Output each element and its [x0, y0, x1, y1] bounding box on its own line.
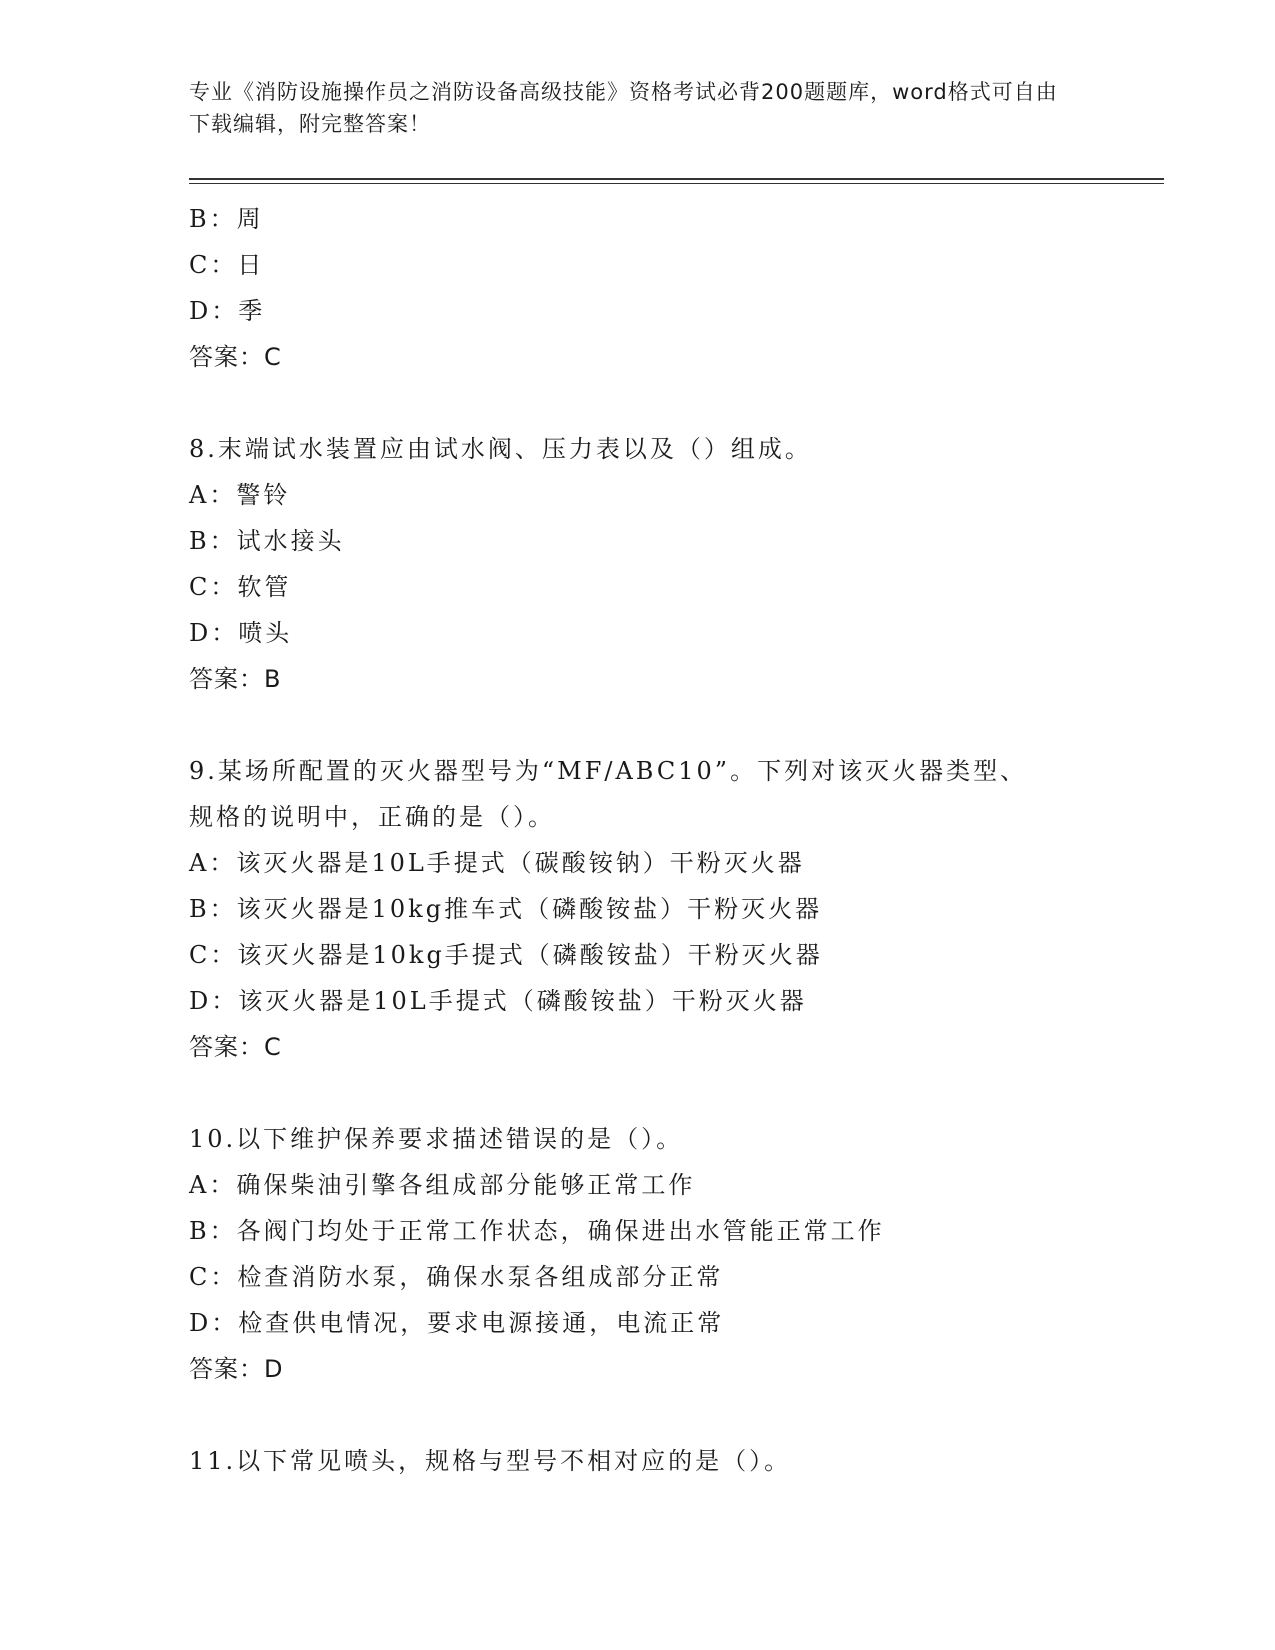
question-list	[189, 196, 1169, 1484]
question-10	[189, 1116, 1169, 1392]
question-7	[189, 196, 1169, 380]
option-c: C：该灭火器是10kg手提式（磷酸铵盐）干粉灭火器	[189, 941, 823, 969]
answer: 答案：D	[189, 1355, 284, 1383]
header-rule-thin	[189, 183, 1164, 184]
answer: 答案：C	[189, 343, 282, 371]
answer: 答案：C	[189, 1033, 282, 1061]
question-11	[189, 1438, 1169, 1484]
option-c: C：日	[189, 251, 265, 279]
document-header: 专业《消防设施操作员之消防设备高级技能》资格考试必背200题题库，word格式可自由下载编辑，附完整答案！	[189, 80, 1058, 136]
option-b: B：试水接头	[189, 527, 345, 555]
question-stem: 9.某场所配置的灭火器型号为“MF/ABC10”。下列对该灭火器类型、	[189, 757, 1028, 785]
option-b: B：该灭火器是10kg推车式（磷酸铵盐）干粉灭火器	[189, 895, 823, 923]
option-d: D：季	[189, 297, 266, 325]
question-stem-cont: 规格的说明中，正确的是（）。	[189, 803, 555, 831]
option-a: A：该灭火器是10L手提式（碳酸铵钠）干粉灭火器	[189, 849, 805, 877]
question-stem: 10.以下维护保养要求描述错误的是（）。	[189, 1125, 684, 1153]
question-stem: 8.末端试水装置应由试水阀、压力表以及（）组成。	[189, 435, 812, 463]
option-a: A：警铃	[189, 481, 291, 509]
question-9	[189, 748, 1169, 1070]
question-stem: 11.以下常见喷头，规格与型号不相对应的是（）。	[189, 1447, 792, 1475]
option-d: D：喷头	[189, 619, 293, 647]
answer: 答案：B	[189, 665, 282, 693]
question-8	[189, 426, 1169, 702]
option-b: B：各阀门均处于正常工作状态，确保进出水管能正常工作	[189, 1217, 885, 1245]
header-rule-thick	[189, 178, 1164, 180]
option-c: C：软管	[189, 573, 292, 601]
option-c: C：检查消防水泵，确保水泵各组成部分正常	[189, 1263, 724, 1291]
option-d: D：检查供电情况，要求电源接通，电流正常	[189, 1309, 725, 1337]
option-d: D：该灭火器是10L手提式（磷酸铵盐）干粉灭火器	[189, 987, 807, 1015]
option-b: B：周	[189, 205, 264, 233]
option-a: A：确保柴油引擎各组成部分能够正常工作	[189, 1171, 696, 1199]
